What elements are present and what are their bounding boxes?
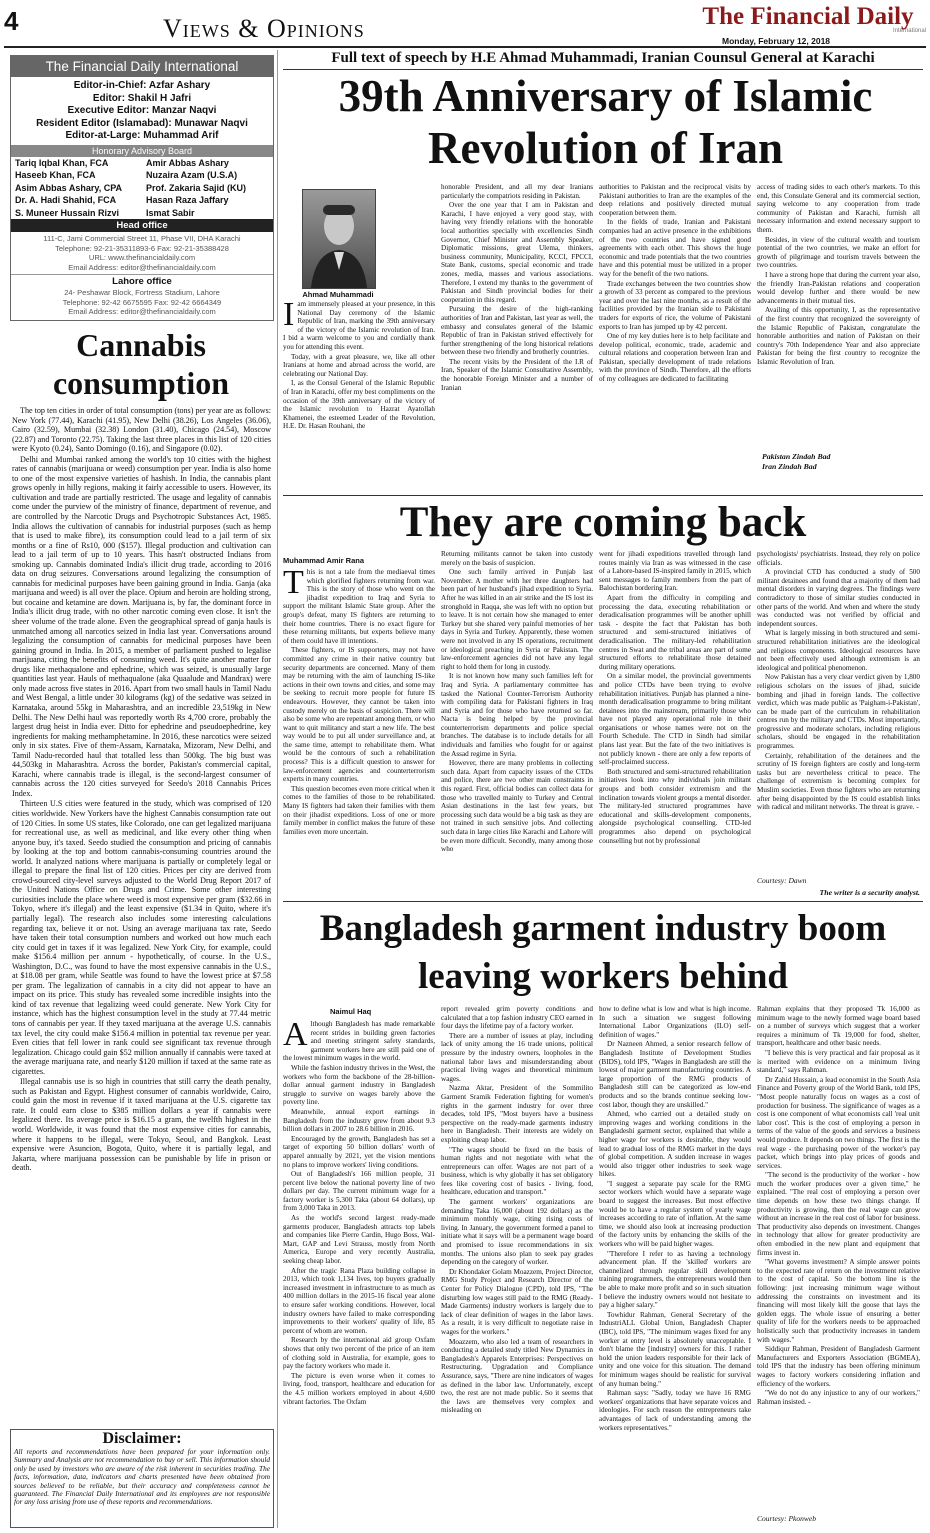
paragraph: While the fashion industry thrives in the West, the workers who form the backbone of the 28-billion-dollar annual garment industry in Bangladesh struggle to survive on wages barely above the poverty line. (283, 1063, 435, 1107)
website-link[interactable]: URL: www.thefinancialdaily.com (88, 253, 196, 262)
paragraph: I, as the Consul General of the Islamic Republic of Iran in Karachi, offer my best compliments on the occasion of the 39th anniversary of the victory of the Islamic revolution to Hazrat Ayatollah Khamenei, the esteemed Leader of the Revolution, H.E. Dr. Hasan Rouhani, the (283, 379, 435, 431)
paragraph: One of my key duties here is to help facilitate and develop political, economic, trade, academic and cultural relations and cooperation between Iran and Pakistan, specially development of trade relations with the province of Sindh. Therefore, all the efforts of my colleagues are dedicated to facilitating (599, 332, 751, 384)
disclaimer-title: Disclaimer: (102, 1430, 182, 1447)
paragraph: Moazzem, who also led a team of researchers in conducting a detailed study titled New Dynamics in Bangladesh's Apparels Enterprises: Perspectives on Restructuring, Upgradation and Compliance Assurance, says, "There are nine indicators of wages as defined in the labor law. Unfortunately, except two, the rest are not made public. So it seems that the laws are themselves very complex and misleading on (441, 1337, 593, 1415)
issue-date: Monday, February 12, 2018 (722, 36, 831, 46)
paragraph: After the tragic Rana Plaza building collapse in 2013, which took 1,134 lives, top buyers gradually increased investment in infrastructure to as much as 400 million dollars in the 2015-16 fiscal year alone to ensure safer working conditions. However, local industry owners have failed to make corresponding improvements to their workers' quality of life, 85 percent of whom are women. (283, 1266, 435, 1335)
editor-line: Editor-in-Chief: Azfar Ashary (73, 80, 211, 91)
paragraph: authorities to Pakistan and the reciprocal visits by Pakistani authorities to Iran are the examples of the deep relations and positively directed mutual cooperation between them. (599, 183, 751, 217)
coming-back-column-3 (599, 550, 751, 898)
paragraph: The recent visits by the President of the I.R of Iran, Speaker of the Islamic Consultative Assembly, the honorable Foreign Minister and a number of Iranian (441, 357, 593, 392)
paragraph: Siddiqur Rahman, President of Bangladesh Garment Manufacturers and Exporters Association (BGMEA), told IPS that the industry has been offering minimum wages to factory workers considering inflation and efficiency of the workers. (757, 1345, 920, 1388)
bangladesh-column-4 (757, 1005, 920, 1510)
masthead-title: The Financial Daily International (11, 56, 273, 77)
advisory-board (11, 157, 273, 220)
bangladesh-headline: Bangladesh garment industry boom leaving workers behind (319, 908, 887, 997)
coming-back-column-4 (757, 550, 920, 875)
iran-column-3 (599, 183, 751, 490)
paragraph: Dr Nazneen Ahmed, a senior research fellow of Bangladesh Institute of Development Studies (BIDS), told IPS, "Wages in Bangladesh are still the lowest of major garment manufacturing countries. A large proportion of the RMG products of Bangladesh still can be categorized as low-end products and so the brands continue seeking low-cost labor, though they are unskilled." (599, 1040, 751, 1109)
paragraph: "I suggest a separate pay scale for the RMG sector workers which would have a separate wage board to suggest the increases. But most effective would be to have a regular system of yearly wage increases according to rate of inflation. At the same time, we should also look at increasing production of the factory units by enhancing the skills of the workers who will be paid higher wages. (599, 1179, 751, 1249)
editor-line: Resident Editor (Islamabad): Munawar Naqvi (36, 117, 248, 129)
iran-column-2 (441, 183, 593, 490)
iran-kicker: Full text of speech by H.E Ahmad Muhammadi, Iranian Counsul General at Karachi (331, 50, 875, 66)
paragraph: Encouraged by the growth, Bangladesh has set a target of exporting 50 billion dollars' worth of apparel annually by 2021, yet the vision mentions no plans to improve workers' living conditions. (283, 1134, 435, 1169)
paragraph: Availing of this opportunity, I, as the representative of the first country that recognized the sovereignty of the Islamic Republic of Pakistan, congratulate the honorable authorities and nation of Pakistan on their country's 70th Independence Year and also appreciate Pakistan for being the first country to recognize the Islamic Revolution of Iran. (757, 306, 920, 366)
section-rule (283, 901, 923, 902)
paragraph: "We do not do any injustice to any of our workers," Rahman insisted. - (757, 1389, 920, 1406)
editor-line: Executive Editor: Manzar Naqvi (67, 105, 217, 116)
paragraph: This question becomes even more critical when it comes to the families of those to be rehabilitated. Many IS fighters had taken their families with them on their jihadist expeditions. Loss of one or more family member in conflict makes the future of these families even more uncertain. (283, 784, 435, 836)
paragraph: "Therefore I refer to as having a technology advancement plan. If the 'skilled' workers are channelized through regular skill development training programmers, the entrepreneurs would then be able to make more profit and so in such situation I believe the industry owners would not hesitate to pay a higher salary." (599, 1249, 751, 1310)
bangladesh-author: Naimul Haq (330, 1007, 372, 1016)
lahore-office-title: Lahore office (11, 274, 273, 287)
head-office-address (11, 232, 273, 274)
address-line: 111-C, Jami Commercial Street 11, Phase VII, DHA Karachi (43, 234, 241, 243)
paragraph: Out of Bangladesh's 166 million people, 31 percent live below the national poverty line of two dollars per day. The current minimum wage for a factory worker is 5,300 Taka (about 64 dollars), up from 3,000 Taka in 2013. (283, 1170, 435, 1213)
disclaimer-box (10, 1429, 274, 1528)
board-member: Dr. A. Hadi Shahid, FCA (15, 195, 117, 205)
paragraph: Dr Zahid Hussain, a lead economist in the South Asia Finance and Poverty group of the World Bank, told IPS, "Most people naturally focus on wages as a cost of production for business. The significance of wages as a cost is one component of what economists call 'real unit labor cost'. This is the cost of employing a person in terms of the value of the goods and services a business would produce. It depends on two things. The first is the real wage - the purchasing power of the worker's pay packet, which brings into play prices of goods and services. (757, 1075, 920, 1170)
paragraph: The garment workers' organizations are demanding Taka 16,000 (about 192 dollars) as the minimum monthly wage, citing rising costs of living. In January, the government formed a panel to initiate what it says will be a permanent wage board and promised to issue recommendations in six months. The unions also plan to seek pay grades depending on the category of worker. (441, 1198, 593, 1267)
paragraph: Delhi and Mumbai ranked among the world's top 10 cities with the highest rates of cannabis (marijuana or weed) consumption per year. India is also home to one of the most expensive varieties of hashish. In India, the cannabis plant grows openly in hilly regions, making it fairly accessible to users. However, its cultivation and trade are partially restricted. The usage and legality of cannabis come under the purview of the ministry of finance, department of revenue, and are controlled by the Narcotic Drugs and Psychotropic Substances Act, 1985. India allows the cultivation of cannabis for industrial purposes (such as hemp that is used to make fibre), its consumption could lead to a jail term of six months or a fine of Rs10, 000 ($157). Illegal production and cultivation can lead to a jail term of up to 10 years. This hasn't obstructed Indians from smoking up. Cannabis dominated India's illicit drug trade, according to 2016 data on drug seizures. Conversations around legalizing the consumption of cannabis for medicinal purposes have been gaining ground in India. Ganja (aka marijuana and weed) is all over the place. Opium and heroin are holding strong, but cocaine and ketamine are down. Marijuana is, by far, the dominant force in India's illicit drug trade, with no other narcotic coming even close. It isn't the sheer volume of the trade alone. Even the geographical spread of ganja hauls is unmatched among all narcotics seized in India last year. Conversations around legalizing the consumption of cannabis for medicinal purposes have been gaining ground in India. In 2015, a member of parliament pushed to legalise marijuana, citing the benefits of consuming weed. It's quite another matter for drugs like methaqualone and ephedrine, which was seized, is unusually large quantities last year. Hauls of methaqualone (aka Quaalude and Mandrax) were only made across five states in 2016. Apart from two small hauls in Tamil Nadu and West Bengal, a little under 30 kilograms (kg) of the sedative was seized in Karnataka, around 55kg in Maharashtra, and an incredible 23,519kg in New Delhi. The New Delhi haul was reportedly worth Rs 4,700 crore, probably the largest drug heist in India ever. Ditto for ephedrine and pseudoephedrine, key ingredients for making methamphetamine. In 2016, these narcotics were seized only in six states. Five of them-Assam, Karnataka, Mizoram, New Delhi, and Tamil Nadu-recorded haul that totalled less than 500kg. The big bust was 44,503kg in Maharashtra. Across the border, Pakistan's commercial capital, Karachi, where cannabis trade is illegal, is the second-largest consumer of cannabis across the 120 cities surveyed for Seedo's 2018 Cannabis Prices Index. (12, 454, 271, 798)
section-rule (283, 495, 923, 496)
board-member: Asim Abbas Ashary, CPA (15, 182, 123, 193)
brand-name: The Financial Daily (702, 3, 914, 30)
brand-tag: International (892, 28, 926, 34)
iran-column-4 (757, 183, 920, 448)
section-title: Views & Opinions (163, 14, 365, 43)
address-line: Telephone: 92-21-35311893-6 Fax: 92-21-35388428 (55, 243, 229, 253)
paragraph: Apart from the difficulty in compiling and processing the data, executing rehabilitation or deradicalisation programmes will be another uphill task - despite the fact that Pakistan has both structured and semi-structured initiatives of deradicalisation. The military-led rehabilitation centres in Swat and the tribal areas are part of some structured efforts to rehabilitate those detained during military operations. (599, 593, 751, 671)
paragraph: went for jihadi expeditions travelled through land routes mainly via Iran as was witnessed in the case of a Lahore-based IS-inspired family in 2015, which sent messages to family members from the part of Balochistan bordering Iran. (599, 550, 751, 593)
paragraph: Meanwhile, annual export earnings in Bangladesh from the industry grew from about 9.3 billion dollars in 2007 to 28.6 billion in 2016. (283, 1107, 435, 1134)
header-rule (4, 46, 926, 48)
paragraph: On a similar model, the provincial governments and police CTDs have been trying to evolve rehabilitation initiatives. Punjab has planned a nine-month deradicalisation programme to bring militant detainees into the mainstream, primarily those who have not played any operational role in their organisations or whose names were not on the Fourth Schedule. The CTD in Sindh had similar plans last year. But the fate of the two initiatives is not publicly known - there are only a few reports of self-proclaimed success. (599, 672, 751, 767)
board-member: Prof. Zakaria Sajid (KU) (146, 182, 247, 193)
coming-back-headline: They are coming back (399, 499, 807, 546)
paragraph: As the world's second largest ready-made garments producer, Bangladesh attracts top labels and companies like Pierre Cardin, Hugo Boss, Wal-Mart, GAP and Levi Strauss, mostly from North America, Europe and very recently Australia, seeking cheap labor. (283, 1214, 435, 1266)
paragraph: Research by the international aid group Oxfam shows that only two percent of the price of an item of clothing sold in Australia, for example, goes to pay the factory workers who made it. (283, 1336, 435, 1371)
paragraph: Rahman says: "Sadly, today we have 16 RMG workers' organizations that have separate voices and ideologies. For such reason the entrepreneurs take advantages of lack of understanding among the workers representatives." (599, 1389, 751, 1432)
paragraph: Today, with a great pleasure, we, like all other Iranians at home and abroad across the world, are celebrating our National Day. (283, 352, 435, 378)
paragraph: Returning militants cannot be taken into custody merely on the basis of suspicion. (441, 550, 593, 567)
paragraph: Towhidur Rahman, General Secretary of the IndustriALL Global Union, Bangladesh Chapter (IBC), told IPS, "The minimum wages fixed for any worker at entry level is absolutely unacceptable. I don't blame the [industry] owners for this. I rather hold the union leaders responsible for their lack of unity and one voice for this situation. The demand for minimum wages should be realistic for survival of any human being." (599, 1310, 751, 1388)
paragraph: access of trading sides to each other's markets. To this end, this Consulate General and its commercial section, saying welcome to any cooperation from trade community of Pakistan and Karachi, furnish all necessary information and extend necessary support to them. (757, 183, 920, 234)
paragraph: Ahmed, who carried out a detailed study on improving wages and working conditions in the Bangladeshi garment sector, explained that while a higher wage for workers is desirable, they would lead to gradual loss of the RMG market in the days of global competition. A sudden increase in wages would also trigger other industries to seek wage hikes. (599, 1110, 751, 1179)
cannabis-body (12, 406, 271, 1424)
board-member: Haseeb Khan, FCA (15, 170, 96, 180)
photo-caption: Ahmad Muhammadi (302, 290, 374, 299)
paragraph: Certainly, rehabilitation of the detainees and the scrutiny of IS foreign fighters are costly and long-term tasks but are nevertheless critical to peace. The challenge of extremism is becoming complex for Muslim societies. Even those fighters who are returning after being disappointed by the IS could establish links with radical and militant networks. The threat is grave. - (757, 751, 920, 812)
brand-logo (690, 4, 926, 34)
head-office-title: Head office (11, 219, 273, 232)
paragraph: It is not known how many such families left for Iraq and Syria. A parliamentary committee has tasked the National Counter-Terrorism Authority with compiling data for Pakistani fighters in Iraq and Syria and for those who have returned so far. Nacta is being helped by the provincial counterterrorism departments and police special branches. The database is to include details for all individuals and families who fought for or against the Assad regime in Syria. (441, 672, 593, 758)
paragraph-text: am immensely pleased at your presence, in this National Day ceremony of the Islamic Republic of Iran, marking the 39th anniversary of the victory of the Islamic revolution of Iran. I bid a warm welcome to you and cordially thank you for attending this event. (283, 300, 435, 351)
page-number: 4 (4, 6, 19, 36)
signoff (762, 452, 830, 472)
coming-back-column-2 (441, 550, 593, 898)
writer-note: The writer is a security analyst. (819, 888, 920, 897)
board-member: Ismat Sabir (146, 207, 195, 218)
paragraph: Trade exchanges between the two countries show a growth of 33 percent as compared to the previous year and over the last nine months, as a result of the facilities provided by the Iranian side to Pakistani traders for exports of rice, the volume of Pakistani exports to Iran has jumped up by 42 percent. (599, 279, 751, 331)
masthead-box (10, 55, 274, 321)
paragraph: how to define what is low and what is high income. In such a situation we suggest following International Labor Organizations (ILO) self-definition of wages." (599, 1005, 751, 1039)
iran-column-1 (283, 300, 435, 490)
bangladesh-column-3 (599, 1005, 751, 1528)
lahore-office-address (11, 287, 273, 320)
address-line: Telephone: 92-42 6675595 Fax: 92-42 6664349 (62, 297, 222, 307)
bangladesh-column-1 (283, 1020, 435, 1528)
person-icon (303, 190, 375, 288)
email-link[interactable]: Email Address: editor@thefinancialdaily.com (68, 262, 216, 272)
paragraph: Besides, in view of the cultural wealth and tourism potential of the two countries, we make an effort for growth of pilgrimage and tourism travels between the two countries. (757, 235, 920, 270)
bangladesh-column-2 (441, 1005, 593, 1528)
paragraph: Rahman explains that they proposed Tk 16,000 as minimum wage to the newly formed wage board based on a number of surveys which suggest that a worker requires a minimum of Tk 19,000 for food, shelter, transport, healthcare and other basic needs. (757, 1005, 920, 1048)
paragraph: However, there are many problems in collecting such data. Apart from capacity issues of the CTDs and police, there are two other main constraints in this regard. First, official bodies can collect data for those who travelled mainly to Turkey and Central Asian destinations in the last few years, but processing such data would be a big task as they are not trained in such sensitive jobs. And collecting such data in large cities like Karachi and Lahore will be even more difficult. Secondly, many among those who (441, 759, 593, 854)
coming-back-author: Muhammad Amir Rana (283, 556, 364, 565)
board-member: S. Muneer Hussain Rizvi (15, 207, 120, 218)
board-member: Hasan Raza Jaffary (146, 195, 229, 205)
email-link[interactable]: Email Address: editor@thefinancialdaily.com (68, 307, 216, 316)
signoff-line: Iran Zindah Bad (762, 462, 817, 471)
paragraph: honorable President, and all my dear Iranians particularly the compatriots residing in Pakistan. (441, 183, 593, 200)
paragraph: psychologists/ psychiatrists. Instead, they rely on police officials. (757, 550, 920, 567)
paragraph: I am immensely pleased at your presence, in this National Day ceremony of the Islamic Republic of Iran, marking the 39th anniversary of the victory of the Islamic revolution of Iran. I bid a warm welcome to you and cordially thank you for attending this event. (283, 300, 435, 351)
author-photo (302, 189, 376, 289)
editors-list (11, 77, 273, 145)
signoff-line: Pakistan Zindah Bad (762, 452, 831, 461)
paragraph: A provincial CTD has conducted a study of 500 militant detainees and found that a majority of them had mental disorders in varying degrees. The findings were contradictory to those of similar studies conducted in other parts of the world. And when and where the study was conducted was not verified by official and independent sources. (757, 568, 920, 628)
paragraph: The picture is even worse when it comes to living, food, transport, healthcare and education for the 4.5 million workers employed in about 4,600 vibrant factories. The Oxfam (283, 1371, 435, 1406)
paragraph: What is largely missing in both structured and semi-structured rehabilitation initiatives are the ideological and religious components. Ideological resources have not been effectively used although extremism is an ideological and political phenomenon. (757, 629, 920, 672)
paragraph: Over the one year that I am in Pakistan and Karachi, I have enjoyed a very good stay, with having very friendly relations with the honorable local authorities specially with excellencies Sindh Governor, Chief Minister and Assembly Speaker, Diplomatic missions, great Ulema, thinkers, business community, Municipality, KCCI, FPCCI, State Bank, customs, special economic and trade zones, media, masses and various associations. Therefore, I extend my thanks to the government of Pakistan and Sindh provincial bodies for their cooperation in this regard. (441, 201, 593, 304)
paragraph: This is not a tale from the mediaeval times which glorified fighters returning from war. This is the story of those who went on the jihadist expedition to Iraq and Syria to support the militant Islamic State group. After the group's defeat, many IS fighters are returning to their home countries. There is no exact figure for these returning militants, but experts believe many of them could have ill intentions. (283, 568, 435, 645)
iran-headline: 39th Anniversary of Islamic Revolution of Iran (338, 71, 873, 173)
paragraph-text: his is not a tale from the mediaeval times which glorified fighters returning from war. This is the story of those who went on the jihadist expedition to Iraq and Syria to support the militant Islamic State group. After the group's defeat, many IS fighters are returning to their home countries. There is no exact figure for these returning militants, but experts believe many of them could have ill intentions. (283, 568, 435, 645)
cannabis-headline: Cannabis consumption (52, 327, 230, 401)
advisory-board-title: Honorary Advisory Board (11, 145, 273, 157)
paragraph: One such family arrived in Punjab last November. A mother with her three daughters had been part of her husband's jihad expedition to Syria. After he was killed in an air strike and the IS lost its stronghold in Raqqa, she was left with no option but to leave. It is not certain how she managed to enter Turkey but she shared very painful memories of her days in Syria and Turkey. Apparently, these women were not involved in any IS operations, recruitment or ideological preaching in Syria or Pakistan. The law-enforcement agencies did not have any legal right to hold them for long in custody. (441, 568, 593, 671)
coming-back-courtesy: Courtesy: Dawn (757, 876, 807, 885)
paragraph: Although Bangladesh has made remarkable recent strides in building green factories and meeting stringent safety standards, garment workers here are still paid one of the lowest minimum wages in the world. (283, 1020, 435, 1063)
paragraph: There are a number of issues at play, including lack of unity among the 16 trade unions, political pressure by the industry owners, loopholes in the national labor laws and misunderstanding about practical living wages and theoretical minimum wages. (441, 1031, 593, 1083)
editor-line: Editor-at-Large: Muhammad Arif (65, 130, 219, 141)
disclaimer-text: All reports and recommendations have been prepared for your information only. Summary and Analysis are not recommendation to buy or sell. This information should only be used by investors who are aware of the risk inherent in securities trading. The facts, information, data, indicators and charts presented have been obtained from sources believed to be reliable, but their accuracy and completeness cannot be guaranteed. The Financial Daily International and its employees are not responsible for any loss arising from use of these reports and recommendations. (14, 1447, 270, 1507)
paragraph-text: lthough Bangladesh has made remarkable recent strides in building green factories and meeting stringent safety standards, garment workers here are still paid one of the lowest minimum wages in the world. (283, 1020, 435, 1063)
paragraph: Dr Khondaker Golam Moazzem, Project Director, RMG Study Project and Research Director of the Center for Policy Dialogue (CPD), told IPS, "The disturbing low wages still paid to the RMG (Ready-Made Garments) industry workers is largely due to lack of clear definition of wages in the labor laws. As a result, it is very difficult to negotiate raise in wages for the workers." (441, 1267, 593, 1336)
editor-line: Editor: Shakil H Jafri (92, 92, 192, 104)
paragraph: I have a strong hope that during the current year also, the friendly Iran-Pakistan relations and cooperation would develop further and there would be new advancements in their mutual ties. (757, 270, 920, 305)
paragraph: Nazma Aktar, President of the Sommilito Garment Sramik Federation fighting for women's rights in the garment industry for over three decades, told IPS, "Most buyers have a business perspective on the ready-made garments industry here in Bangladesh. Their interests are widely on exploiting cheap labor. (441, 1084, 593, 1144)
board-member: Amir Abbas Ashary (146, 157, 229, 168)
paragraph: Pursuing the desire of the high-ranking authorities of Iran and Pakistan, last year as well, the embassy and consulates general of the Islamic Republic of Iran in Pakistan strived effectively for further strengthening of the long historical relations between these two friendly and brotherly countries. (441, 305, 593, 357)
column-divider (277, 50, 278, 1528)
paragraph: Now Pakistan has a very clear verdict given by 1,800 religious scholars on the issues of jihad, suicide bombing and jihad in foreign lands. The collective verdict, which was made public as 'Paigham-i-Pakistan', can be made part of the curriculum in rehabilitation centres run by the military and CTDs. Most importantly, progressive and moderate scholars, including religious scholars, should be engaged in the rehabilitation programmes. (757, 673, 920, 751)
paragraph: "The wages should be fixed on the basis of human rights and not negotiate with what the entrepreneurs can offer. Wages are not part of a business, which is why globally it has set obligatory fees like covering cost of basics - living, food, healthcare, education and transport." (441, 1145, 593, 1197)
paragraph: Illegal cannabis use is so high in countries that still carry the death penalty, such as Pakistan and Egypt. Highest consumer of cannabis worldwide, Cairo, could gain the most in revenue if it taxed marijuana at the U.S. cigarette tax rate. It could earn close to $385 million dollars a year if cannabis were legalized there. Its average price is $16.15 a gram, the twelfth highest in the world. Worldwide, it was found that the most expensive cities for cannabis, where it happens to be illegal, were Tokyo, Seoul, and Bangkok. Least expensive were Asuncion, Bogota, Quito, where it is partially legal, and Jakarta, where marijuana possession can be punishable by life in prison or death. (12, 1077, 271, 1173)
paragraph: "The second is the productivity of the worker - how much the worker produces over a given time," he explained. "The real cost of employing a person over time depends on how these two things change. If productivity is growing, then the real wage can grow without an increase in the real cost of labor for business. That productivity also depends on investment. Changes in technology that allow for greater productivity are often embodied in the new plant and equipment that firms invest in. (757, 1171, 920, 1257)
paragraph: In the fields of trade, Iranian and Pakistani companies had an active presence in the exhibitions of the two countries and have signed good agreements with each other. This shows the huge economic and trade potentials that the two countries have and this potential must be utilized in a proper way for the benefit of the two nations. (599, 218, 751, 278)
paragraph: The top ten cities in order of total consumption (tons) per year are as follows: New York (77.44), Karachi (41.95), New Delhi (38.26), Los Angeles (36.06), Cairo (32.59), Mumbai (32.38) London (31.40), Chicago (24.54), Moscow (22.87) and Toronto (22.75). Taking the last three places in this list of 120 cities were Kyoto (0.24), Santo Domingo (0.16), and Singapore (0.02). (12, 406, 271, 454)
paragraph: "I believe this is very practical and fair proposal as it is merited with evidence on a minimum living standard," says Rahman. (757, 1048, 920, 1075)
paragraph: "What governs investment? A simple answer points to the expected rate of return on the investment relative to the cost of capital. So the bottom line is the following: just increasing minimum wage without addressing the constraints on investment and its financing will most likely kill the goose that lays the golden eggs. The whole issue of ensuring a better quality of life for the workers needs to be approached holistically such that productivity increases in tandem with wages." (757, 1258, 920, 1344)
paragraph: These fighters, or IS supporters, may not have committed any crime in their native country but security departments are concerned. Many of them may be returning with the aim of launching IS-like actions in their own towns and cities, and some may be seeking to recruit more people for future IS endeavours. However, they cannot be taken into custody merely on the basis of suspicion. There will also be some who are repentant among them, or who want to quit militancy and start a new life. The best way would be to put all under surveillance and, at the same time, attempt to rehabilitate them. What would be the contours of such a rehabilitation process? This is a difficult question to answer for law-enforcement agencies and counterterrorism experts in many countries. (283, 646, 435, 784)
paragraph: Thirteen U.S cities were featured in the study, which was comprised of 120 cities worldwide. New Yorkers have the highest Cannabis consumption rate out of 120 Cities. In some US states, like Colorado, one can get legalized marijuana for recreational use, as well as medicinal, and like every other thing when anyone buy, it's taxed. Seedo studied the consumption and pricing of cannabis by looking at the top and bottom cannabis-consuming countries around the world. It analyzed nations where marijuana is partially or completely legal or illegal to prepare the final list of 120 cities. Prices per city are derived from crowd-sourced city-level surveys adjusted to the World Drug Report 2017 of the United Nations Office on Drugs and Crime. Some other interesting curiosities include the place where weed is most expensive per gram ($32.66 in Tokyo, where it's illegal) and the least expensive ($1.34 in Quito, where it's partially legal). The research also includes some interesting calculations regarding tax, believe it or not. Using an average marijuana tax rate, Seedo have taken their total consumption numbers and worked out how much each city could get in taxes if it was legalized. New York City, for example, could make $156.4 million per annum - hypothetically, of course. In the U.S., Washington, D.C., was found to have the most expensive cannabis in the U.S., at $18.08 per gram, while Seattle was found to have the lowest price at $7.58 per gram. The legalization of cannabis in a city did not appear to have an impact on its price. This study has revealed some incredible insights into the kind of tax revenue that legalizing weed could generate. New York City for instance, which has the highest consumption level in the study at 77.44 metric tons of cannabis per year. If they taxed marijuana at the average U.S. cannabis tax level, the city could make $156.4 million in potential tax revenue per year. Even cities that fell lower in rank could see significant tax revenue through legalization. Chicago could gain $52 million annually if cannabis were taxed at the average marijuana rate, and nearly $120 million if taxed at the same rate as cigarettes. (12, 799, 271, 1076)
bangladesh-courtesy: Courtesy: Pkonweb (757, 1514, 816, 1523)
coming-back-column-1 (283, 568, 435, 898)
address-line: 24- Peshawar Block, Fortress Stadium, Lahore (64, 288, 220, 297)
paragraph: report revealed grim poverty conditions and calculated that a top fashion industry CEO earned in four days the lifetime pay of a factory worker. (441, 1005, 593, 1031)
paragraph: Both structured and semi-structured rehabilitation initiatives look into why individuals join militant groups and both consider extremism and the inclination towards violent groups a mental disorder. The military-led structured programmes have educational and skills-development components, alongside psychological counselling. CTD-led programmes also depend on psychological counselling but not by professional (599, 767, 751, 845)
board-member: Nuzaira Azam (U.S.A) (146, 170, 238, 180)
board-member: Tariq Iqbal Khan, FCA (15, 157, 109, 168)
